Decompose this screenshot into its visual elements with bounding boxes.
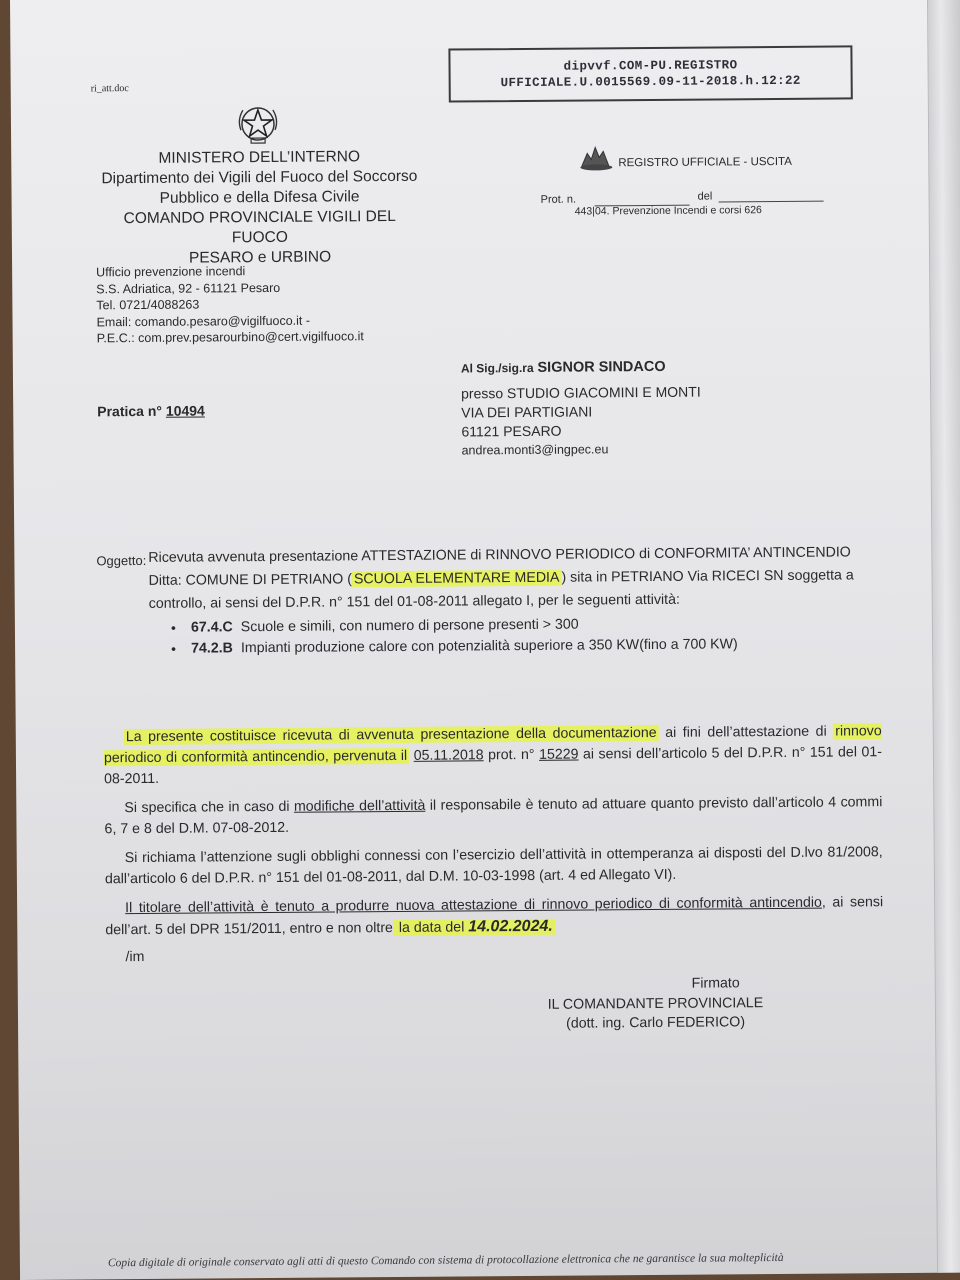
office-address: S.S. Adriatica, 92 - 61121 Pesaro bbox=[96, 280, 281, 296]
p4-underlined: Il titolare dell’attività è tenuto a produrre nuova attestazione di rinnovo periodico di conformità antincendio bbox=[125, 894, 822, 917]
highlight-1: La presente costituisce ricevuta di avvenuta presentazione della documentazione bbox=[125, 724, 657, 746]
ministry-line-3: Pubblico e della Difesa Civile bbox=[159, 188, 360, 207]
del-label: del bbox=[697, 190, 713, 203]
highlight-2: rinnovo periodico di conformità antincendio, pervenuta il bbox=[103, 723, 882, 767]
pratica-value: 10494 bbox=[165, 402, 205, 419]
ministry-line-1: MINISTERO DELL’INTERNO bbox=[158, 148, 361, 167]
prot-reference: 443|04. Prevenzione Incendi e corsi 626 bbox=[574, 204, 762, 218]
paragraph-2 bbox=[104, 792, 882, 840]
signature-firmato: Firmato bbox=[691, 975, 740, 992]
footer-note: Copia digitale di originale conservato agli atti di questo Comando con sistema di protocollazione elettronica che ne garantisce la sua molteplicità bbox=[107, 1251, 784, 1270]
pratica-label: Pratica n° bbox=[97, 402, 163, 420]
activity-code: 67.4.C bbox=[190, 619, 233, 636]
pratica-number bbox=[97, 402, 205, 419]
registry-label: REGISTRO UFFICIALE - USCITA bbox=[618, 155, 792, 170]
office-pec: P.E.C.: com.prev.pesarourbino@cert.vigilfuoco.it bbox=[96, 329, 364, 346]
recipient-block bbox=[461, 357, 701, 461]
subject-label: Oggetto: bbox=[96, 552, 147, 569]
fire-brigade-logo-icon bbox=[577, 141, 615, 171]
registry-stamp bbox=[448, 45, 852, 102]
office-name: Ufficio prevenzione incendi bbox=[96, 264, 246, 280]
initials: /im bbox=[125, 948, 145, 966]
ministry-line-4: COMANDO PROVINCIALE VIGILI DEL FUOCO bbox=[123, 207, 396, 247]
recipient-email: andrea.monti3@ingpec.eu bbox=[461, 442, 609, 458]
recipient-line-1: presso STUDIO GIACOMINI E MONTI bbox=[461, 383, 701, 402]
signature-block bbox=[543, 974, 768, 1034]
body-text bbox=[104, 721, 884, 976]
subject-line-2-a: Ditta: COMUNE DI PETRIANO ( bbox=[148, 571, 352, 589]
p1-d: ai sensi dell’articolo 5 del D.P.R. n° 151 del 01-08-2011. bbox=[104, 744, 883, 788]
signature-name: (dott. ing. Carlo FEDERICO) bbox=[566, 1014, 746, 1032]
recipient-line-3: 61121 PESARO bbox=[461, 422, 562, 440]
recipient-name: SIGNOR SINDACO bbox=[537, 358, 666, 376]
deadline-date: 14.02.2024. bbox=[468, 917, 553, 936]
activity-item bbox=[171, 633, 877, 660]
ministry-header bbox=[99, 147, 420, 270]
recipient-to-label: Al Sig./sig.ra bbox=[460, 360, 534, 376]
paper-edge bbox=[927, 0, 960, 1273]
p2-b: il responsabile è tenuto ad attuare quanto previsto dall’articolo 4 commi 6, 7 e 8 del D.M. 07-08-2012. bbox=[104, 794, 883, 838]
signature-title: IL COMANDANTE PROVINCIALE bbox=[547, 994, 764, 1013]
highlighted-school: SCUOLA ELEMENTARE MEDIA bbox=[353, 569, 560, 588]
paragraph-1 bbox=[104, 721, 882, 790]
ministry-line-2: Dipartimento dei Vigili del Fuoco del Soccorso bbox=[101, 167, 418, 188]
p2-underlined: modifiche dell’attività bbox=[293, 797, 426, 815]
subject-line-3: controllo, ai sensi del D.P.R. n° 151 del 01-08-2011 allegato I, per le seguenti attività: bbox=[148, 591, 680, 612]
deadline-highlight bbox=[393, 919, 555, 936]
office-contacts bbox=[96, 262, 364, 347]
ministry-line-5: PESARO e URBINO bbox=[188, 248, 332, 267]
activity-code: 74.2.B bbox=[191, 640, 233, 657]
p1-a: ai fini dell’attestazione di bbox=[658, 723, 834, 741]
p4-hl: la data del bbox=[394, 919, 469, 937]
activity-desc: Impianti produzione calore con potenzialità superiore a 350 KW(fino a 700 KW) bbox=[240, 636, 738, 657]
subject-line-1: Ricevuta avvenuta presentazione ATTESTAZIONE di RINNOVO PERIODICO di CONFORMITA’ ANTINCENDIO bbox=[148, 544, 851, 566]
paragraph-3: Si richiama l’attenzione sugli obblighi connessi con l’esercizio dell’attività in ottemperanza ai disposti del D.lvo 81/2008, dall’articolo 6 del D.P.R. n° 151 del 01-08-2011, dal D.M. 10-03-1998 (art. 4 ed Allegato VI). bbox=[104, 844, 883, 888]
p1-c: prot. n° bbox=[483, 746, 540, 764]
del-blank bbox=[719, 201, 824, 203]
p2-a: Si specifica che in caso di bbox=[124, 798, 295, 817]
office-email: Email: comando.pesaro@vigilfuoco.it - bbox=[96, 313, 311, 329]
prot-number: 15229 bbox=[538, 746, 579, 763]
registry-line-1: dipvvf.COM-PU.REGISTRO bbox=[563, 58, 738, 74]
activity-desc: Scuole e simili, con numero di persone presenti > 300 bbox=[240, 616, 579, 636]
activities-list bbox=[171, 612, 877, 660]
recipient-line-2: VIA DEI PARTIGIANI bbox=[461, 403, 593, 421]
received-date: 05.11.2018 bbox=[413, 747, 484, 764]
italian-republic-emblem-icon bbox=[233, 100, 283, 146]
office-tel: Tel. 0721/4088263 bbox=[96, 297, 200, 313]
p4-a: , ai sensi dell’art. 5 del DPR 151/2011, entro e non oltre bbox=[105, 894, 884, 939]
prot-label: Prot. n. bbox=[540, 193, 577, 206]
paragraph-4 bbox=[105, 892, 883, 941]
subject-block bbox=[96, 541, 877, 660]
subject-line-2-b: ) sita in PETRIANO Via RICECI SN soggetta a bbox=[561, 567, 854, 586]
registry-line-2: UFFICIALE.U.0015569.09-11-2018.h.12:22 bbox=[500, 73, 801, 91]
file-reference: ri_att.doc bbox=[90, 83, 129, 95]
document-page bbox=[10, 0, 960, 1280]
